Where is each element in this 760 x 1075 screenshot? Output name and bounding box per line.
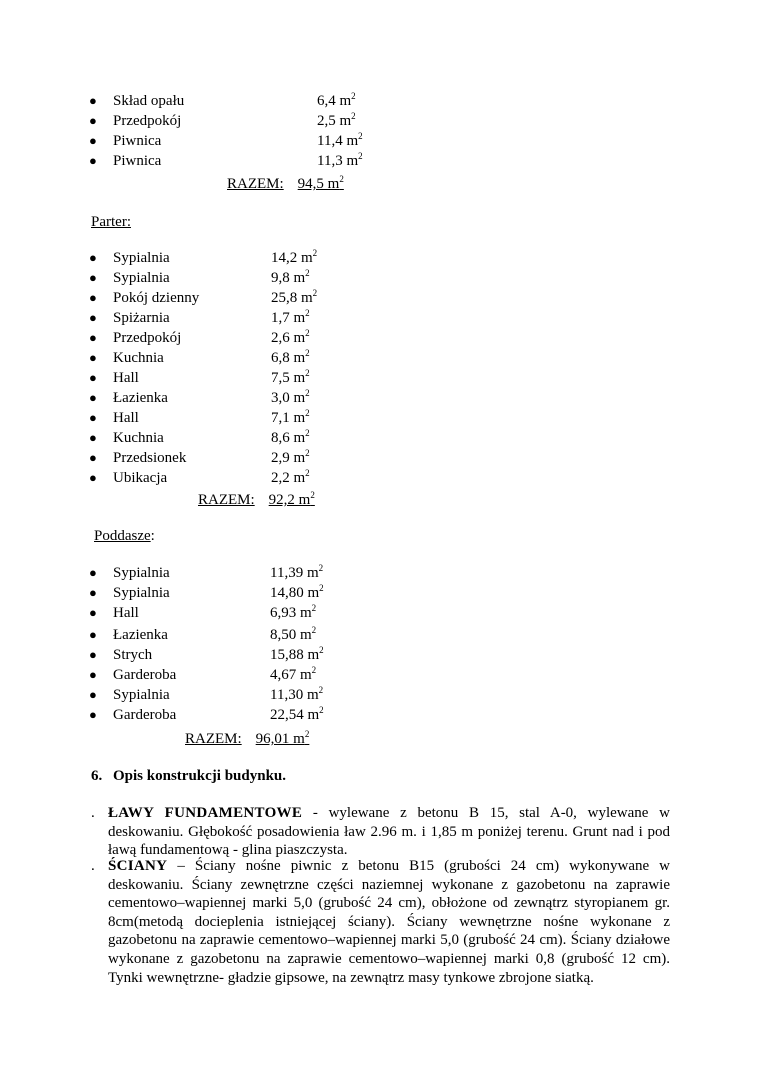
room-name: Pokój dzienny (113, 290, 200, 306)
bullet-icon: ● (89, 687, 97, 702)
paragraph-foundations: ŁAWY FUNDAMENTOWE - wylewane z betonu B 15, stal A-0, wylewane w deskowaniu. Głębokość posadowienia ław 2.96 m. i 1,85 m poniżej terenu. Grunt nad i pod ławą fundamentową - glina piaszczysta. (108, 805, 670, 859)
room-name: Strych (113, 647, 153, 663)
room-area: 25,8 $m^2$ (271, 288, 318, 306)
room-area: 22,54 $m^2$ (270, 705, 324, 723)
room-area: 8,6 $m^2$ (271, 428, 310, 446)
bullet-icon: ● (89, 93, 97, 108)
room-area: 6,93 $m^2$ (270, 603, 317, 621)
room-area: 6,8 $m^2$ (271, 348, 310, 366)
room-name: Garderoba (113, 667, 177, 683)
bullet-icon: ● (89, 133, 97, 148)
ground-floor-total: RAZEM: 92,2 $m^2$ (198, 490, 315, 508)
room-area: 11,4 $m^2$ (317, 131, 363, 149)
room-name: Sypialnia (113, 585, 170, 601)
bullet-icon: ● (89, 350, 97, 365)
bullet-icon: ● (89, 450, 97, 465)
paragraph-walls: ŚCIANY – Ściany nośne piwnic z betonu B15 (grubości 24 cm) wykonywane w deskowaniu. Ściany zewnętrzne części naziemnej wykonane z gazobetonu na zaprawie cementowo–wapiennej marki 5,0 (grubość 24 cm), obłożone od zewnątrz styropianem gr. 8cm(metodą docieplenia istniejącej ściany). Ściany wewnętrzne nośne wykonane z gazobetonu na zaprawie cementowo–wapiennej marki 5,0 (grubość 24 cm). Ściany działowe wykonane z gazobetonu na zaprawie cementowo–wapiennej marki 0,8 (grubość 12 cm). Tynki wewnętrzne- gładzie gipsowe, na zewnątrz masy tynkowe zbrojone siatką. (108, 858, 670, 986)
room-name: Kuchnia (113, 350, 164, 366)
bullet-icon: ● (89, 290, 97, 305)
bullet-icon: ● (89, 330, 97, 345)
room-name: Przedpokój (113, 330, 182, 346)
room-area: 11,3 $m^2$ (317, 151, 363, 169)
bullet-icon: ● (89, 707, 97, 722)
bullet-icon: ● (89, 370, 97, 385)
room-area: 2,5 $m^2$ (317, 111, 356, 129)
room-name: Przedpokój (113, 113, 182, 129)
room-area: 9,8 $m^2$ (271, 268, 310, 286)
room-area: 7,1 $m^2$ (271, 408, 310, 426)
room-name: Ubikacja (113, 470, 168, 486)
bullet-icon: ● (89, 585, 97, 600)
bullet-icon: ● (89, 153, 97, 168)
room-area: 2,2 $m^2$ (271, 468, 310, 486)
room-area: 4,67 $m^2$ (270, 665, 317, 683)
room-area: 3,0 $m^2$ (271, 388, 310, 406)
bullet-icon: ● (89, 310, 97, 325)
room-name: Łazienka (113, 627, 168, 643)
paragraph-marker: . (91, 858, 95, 874)
bullet-icon: ● (89, 627, 97, 642)
room-name: Skład opału (113, 93, 185, 109)
section-heading: 6. Opis konstrukcji budynku. (91, 768, 286, 784)
room-area: 2,6 $m^2$ (271, 328, 310, 346)
room-name: Piwnica (113, 153, 162, 169)
room-name: Piwnica (113, 133, 162, 149)
ground-floor-heading: Parter: (91, 214, 131, 230)
bullet-icon: ● (89, 410, 97, 425)
bullet-icon: ● (89, 113, 97, 128)
paragraph-marker: . (91, 805, 95, 821)
room-area: 11,39 $m^2$ (270, 563, 324, 581)
room-name: Sypialnia (113, 270, 170, 286)
basement-total: RAZEM: 94,5 $m^2$ (227, 174, 344, 192)
bullet-icon: ● (89, 470, 97, 485)
room-area: 2,9 $m^2$ (271, 448, 310, 466)
room-name: Kuchnia (113, 430, 164, 446)
room-name: Łazienka (113, 390, 168, 406)
room-name: Hall (113, 410, 139, 426)
bullet-icon: ● (89, 667, 97, 682)
room-name: Hall (113, 370, 139, 386)
room-area: 1,7 $m^2$ (271, 308, 310, 326)
bullet-icon: ● (89, 565, 97, 580)
bullet-icon: ● (89, 270, 97, 285)
room-area: 14,80 $m^2$ (270, 583, 324, 601)
attic-heading: Poddasze: (94, 528, 155, 544)
bullet-icon: ● (89, 430, 97, 445)
room-name: Sypialnia (113, 250, 170, 266)
room-area: 14,2 $m^2$ (271, 248, 318, 266)
room-name: Spiżarnia (113, 310, 170, 326)
room-name: Garderoba (113, 707, 177, 723)
room-name: Sypialnia (113, 565, 170, 581)
bullet-icon: ● (89, 250, 97, 265)
room-area: 7,5 $m^2$ (271, 368, 310, 386)
room-area: 6,4 $m^2$ (317, 91, 356, 109)
room-area: 15,88 $m^2$ (270, 645, 324, 663)
bullet-icon: ● (89, 647, 97, 662)
room-area: 11,30 $m^2$ (270, 685, 324, 703)
room-name: Sypialnia (113, 687, 170, 703)
bullet-icon: ● (89, 605, 97, 620)
room-name: Przedsionek (113, 450, 187, 466)
attic-total: RAZEM: 96,01 $m^2$ (185, 729, 310, 747)
room-area: 8,50 $m^2$ (270, 625, 317, 643)
bullet-icon: ● (89, 390, 97, 405)
room-name: Hall (113, 605, 139, 621)
